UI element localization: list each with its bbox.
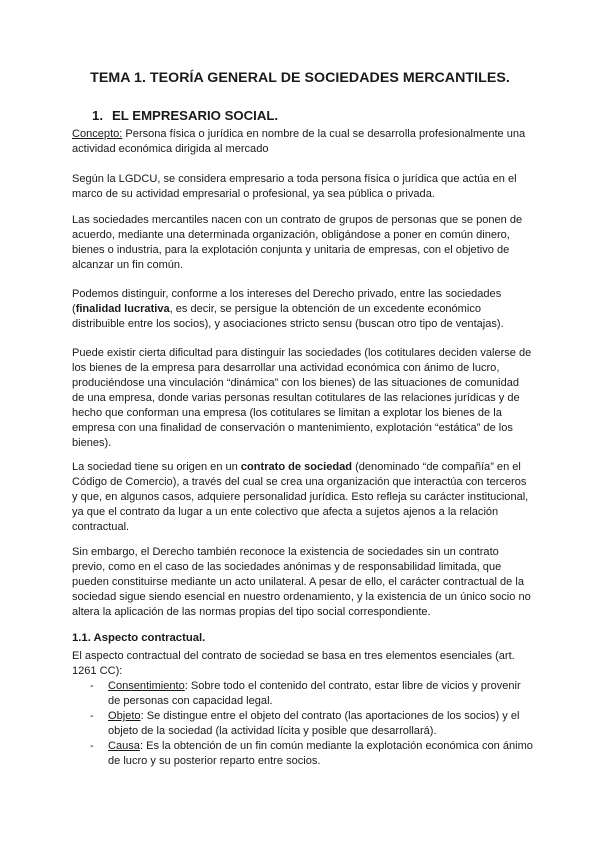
objeto-text: : Se distingue entre el objeto del contrato (las aportaciones de los socios) y el objeto de la sociedad (la actividad lícita y posible que desarrollará). (108, 710, 520, 737)
section-1-title: EL EMPRESARIO SOCIAL. (112, 108, 279, 123)
objeto-label: Objeto (108, 710, 141, 722)
elements-list (72, 679, 534, 769)
paragraph-sociedades (72, 213, 534, 273)
sociedades-text: Las sociedades mercantiles nacen con un contrato de grupos de personas que se ponen de acuerdo, mediante una determinada organización, obligándose a poner en común dinero, bienes o industria, para la explotación conjunta y unitaria de empresas, con el objetivo de alcanzar un fin común. (72, 214, 523, 271)
origen-after: (denominado “de compañía” en el Código de Comercio), a través del cual se crea una organización que interactúa con terceros y que, en algunos casos, adquiere personalidad jurídica. Esto refleja su carácter institucional, ya que el contrato da lugar a un ente colectivo que afecta a sujetos ajenos a la relación contractual. (72, 461, 529, 533)
lgdcu-text: Según la LGDCU, se considera empresario a toda persona física o jurídica que actúa en el marco de su actividad empresarial o profesional, ya sea pública o privada. (72, 173, 517, 200)
origen-before: La sociedad tiene su origen en un (72, 461, 241, 473)
list-item-causa (72, 739, 534, 769)
concepto-text: Persona física o jurídica en nombre de la cual se desarrolla profesionalmente una actividad económica dirigida al mercado (72, 128, 526, 155)
section-1-1-heading: 1.1. Aspecto contractual. (72, 632, 206, 644)
section-1-heading (92, 108, 278, 123)
list-dash: - (90, 710, 94, 722)
distinguir-after: , es decir, se persigue la obtención de un excedente económico distribuible entre los socios), y asociaciones stricto sensu (buscan otro tipo de ventajas). (72, 303, 504, 330)
distinguir-before: Podemos distinguir, conforme a los intereses del Derecho privado, entre las sociedades ( (72, 288, 502, 315)
paragraph-lgdcu (72, 172, 534, 202)
paragraph-sin-embargo (72, 545, 534, 620)
list-item-objeto (72, 709, 534, 739)
consentimiento-text: : Sobre todo el contenido del contrato, estar libre de vicios y provenir de personas con capacidad legal. (108, 680, 521, 707)
list-item-consentimiento (72, 679, 534, 709)
causa-label: Causa (108, 740, 140, 752)
aspecto-text: El aspecto contractual del contrato de sociedad se basa en tres elementos esenciales (art. 1261 CC): (72, 650, 515, 677)
paragraph-dificultad (72, 346, 534, 451)
distinguir-bold: finalidad lucrativa (75, 303, 170, 315)
paragraph-origen (72, 460, 534, 535)
paragraph-distinguir (72, 287, 534, 332)
paragraph-aspecto (72, 649, 534, 679)
document-title: TEMA 1. TEORÍA GENERAL DE SOCIEDADES MERCANTILES. (90, 70, 510, 86)
paragraph-concepto (72, 127, 534, 157)
dificultad-text: Puede existir cierta dificultad para distinguir las sociedades (los cotitulares deciden valerse de los bienes de la empresa para desarrollar una actividad económica con ánimo de lucro, produciéndose una vinculación “dinámica” con los bienes) de las situaciones de comunidad de una empresa, donde varias personas resultan cotitulares de las relaciones jurídicas y de hecho que conforman una empresa (los cotitulares se limitan a explotar los bienes de la empresa con una finalidad de conservación o mantenimiento, explotación “estática” de los bienes). (72, 347, 532, 449)
causa-text: : Es la obtención de un fin común mediante la explotación económica con ánimo de lucro y su posterior reparto entre socios. (108, 740, 533, 767)
list-dash: - (90, 740, 94, 752)
sin-embargo-text: Sin embargo, el Derecho también reconoce la existencia de sociedades sin un contrato previo, como en el caso de las sociedades anónimas y de responsabilidad limitada, que pueden constituirse mediante un acto unilateral. A pesar de ello, el carácter contractual de la sociedad sigue siendo esencial en nuestro ordenamiento, y la existencia de un único socio no altera la aplicación de las normas propias del tipo social correspondiente. (72, 546, 531, 618)
list-dash: - (90, 680, 94, 692)
origen-bold: contrato de sociedad (240, 461, 353, 473)
concepto-label: Concepto: (72, 128, 123, 140)
consentimiento-label: Consentimiento (108, 680, 185, 692)
section-1-number: 1. (92, 108, 103, 123)
